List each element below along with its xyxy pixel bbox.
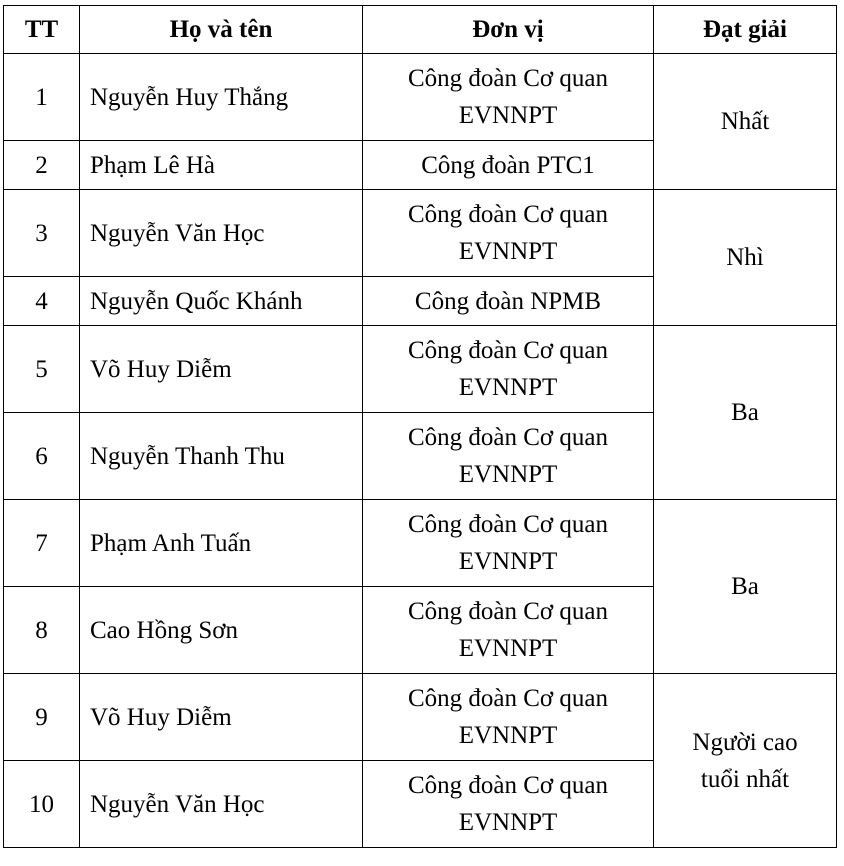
table-row <box>4 54 837 141</box>
unit-line: EVNNPT <box>458 238 558 265</box>
table-row <box>4 500 837 587</box>
unit-line: EVNNPT <box>458 102 558 129</box>
table-row <box>4 674 837 761</box>
header-award: Đạt giải <box>654 6 837 54</box>
header-tt: TT <box>4 6 80 54</box>
cell-tt: 4 <box>4 277 80 326</box>
header-row <box>4 6 837 54</box>
cell-unit <box>363 277 654 326</box>
cell-award <box>654 500 837 674</box>
award-line: Nhất <box>720 108 770 135</box>
cell-name: Nguyễn Văn Học <box>80 761 363 848</box>
cell-award <box>654 190 837 326</box>
cell-unit <box>363 326 654 413</box>
header-name: Họ và tên <box>80 6 363 54</box>
header-unit: Đơn vị <box>363 6 654 54</box>
unit-line: Công đoàn NPMB <box>414 287 602 315</box>
unit-line: Công đoàn Cơ quan <box>407 685 608 712</box>
cell-unit <box>363 54 654 141</box>
cell-tt: 6 <box>4 413 80 500</box>
award-line: Nhì <box>726 244 764 271</box>
cell-name: Võ Huy Diễm <box>80 326 363 413</box>
cell-name: Nguyễn Quốc Khánh <box>80 277 363 326</box>
unit-line: EVNNPT <box>458 548 558 575</box>
unit-line: EVNNPT <box>458 722 558 749</box>
award-line: tuổi nhất <box>700 765 790 793</box>
unit-line: EVNNPT <box>458 461 558 488</box>
cell-name: Phạm Lê Hà <box>80 141 363 190</box>
cell-unit <box>363 587 654 674</box>
award-line: Ba <box>731 399 759 426</box>
unit-line: Công đoàn Cơ quan <box>407 772 608 799</box>
unit-line: Công đoàn Cơ quan <box>407 511 608 538</box>
cell-unit <box>363 500 654 587</box>
cell-tt: 10 <box>4 761 80 848</box>
unit-line: EVNNPT <box>458 635 558 662</box>
table-row <box>4 326 837 413</box>
cell-award <box>654 54 837 190</box>
cell-tt: 1 <box>4 54 80 141</box>
cell-unit <box>363 413 654 500</box>
award-line: Người cao <box>692 728 798 756</box>
cell-unit <box>363 674 654 761</box>
cell-unit <box>363 141 654 190</box>
unit-line: Công đoàn Cơ quan <box>407 598 608 625</box>
award-line: Ba <box>731 573 759 600</box>
cell-name: Phạm Anh Tuấn <box>80 500 363 587</box>
cell-tt: 2 <box>4 141 80 190</box>
cell-unit <box>363 190 654 277</box>
unit-line: EVNNPT <box>458 374 558 401</box>
cell-name: Nguyễn Văn Học <box>80 190 363 277</box>
cell-name: Cao Hồng Sơn <box>80 587 363 674</box>
unit-line: Công đoàn Cơ quan <box>407 65 608 92</box>
cell-award <box>654 674 837 848</box>
unit-line: Công đoàn Cơ quan <box>407 201 608 228</box>
cell-name: Võ Huy Diễm <box>80 674 363 761</box>
cell-name: Nguyễn Thanh Thu <box>80 413 363 500</box>
cell-award <box>654 326 837 500</box>
cell-tt: 9 <box>4 674 80 761</box>
cell-name: Nguyễn Huy Thắng <box>80 54 363 141</box>
unit-line: Công đoàn Cơ quan <box>407 337 608 364</box>
cell-tt: 5 <box>4 326 80 413</box>
cell-tt: 3 <box>4 190 80 277</box>
cell-unit <box>363 761 654 848</box>
unit-line: EVNNPT <box>458 809 558 836</box>
unit-line: Công đoàn PTC1 <box>421 151 595 179</box>
awards-table <box>3 5 837 848</box>
cell-tt: 7 <box>4 500 80 587</box>
table-row <box>4 190 837 277</box>
unit-line: Công đoàn Cơ quan <box>407 424 608 451</box>
cell-tt: 8 <box>4 587 80 674</box>
